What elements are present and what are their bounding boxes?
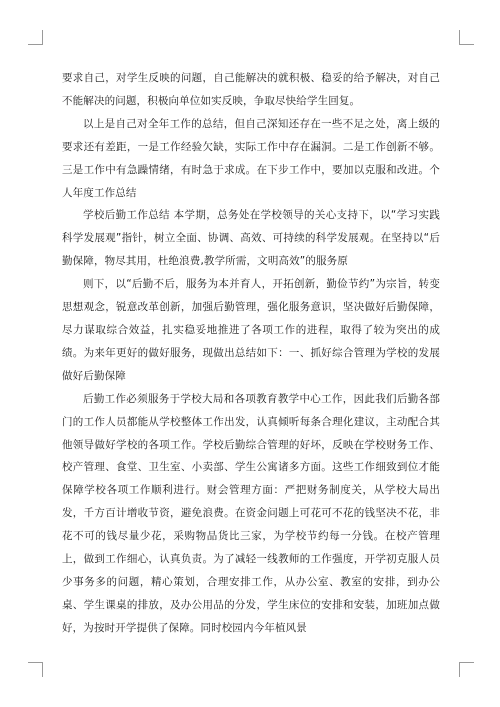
paragraph-5: 后勤工作必须服务于学校大局和各项教育教学中心工作，因此我们后勤各部门的工作人员都能从学校整体工作出发，认真倾听每条合理化建议，主动配合其他领导做好学校的各项工作。学校后勤综合管理的好坏，反映在学校财务工作、校产管理、食堂、卫生室、小卖部、学生公寓诸多方面。这些工作细致到位才能保障学校各项工作顺利进行。财会管理方面：严把财务制度关，从学校大局出发，千方百计增收节资，避免浪费。在资金问题上可花可不花的钱坚决不花，非花不可的钱尽量少花，采购物品货比三家，为学校节约每一分钱。在校产管理上，做到工作细心，认真负责。为了减轻一线教师的工作强度，开学初克服人员少事务多的问题，精心策划，合理安排工作，从办公室、教室的安排，到办公桌、学生课桌的排放，及办公用品的分发，学生床位的安排和安装，加班加点做好，为按时开学提供了保障。同时校园内今年植风景 xyxy=(62,392,440,634)
crop-mark-top-left xyxy=(28,30,43,45)
paragraph-1: 要求自己，对学生反映的问题，自己能解决的就积极、稳妥的给予解决，对自己不能解决的问题，积极向单位如实反映，争取尽快给学生回复。 xyxy=(62,72,440,107)
crop-mark-bottom-right xyxy=(459,662,474,677)
paragraph-4: 则下，以“后勤不后，服务为本并育人，开拓创新，勤俭节约”为宗旨，转变思想观念，锐意改革创新，加强后勤管理，强化服务意识，坚决做好后勤保障，尽力谋取综合效益，扎实稳妥地推进了各项工作的进程，取得了较为突出的成绩。为来年更好的做好服务，现做出总结如下：一、抓好综合管理为学校的发展做好后勤保障 xyxy=(62,278,440,382)
crop-mark-top-right xyxy=(459,30,474,45)
paragraph-3: 学校后勤工作总结 本学期，总务处在学校领导的关心支持下，以“学习实践科学发展观”指针，树立全面、协调、高效、可持续的科学发展观。在坚持以“后勤保障，物尽其用，杜绝浪费,教学所需，文明高效”的服务原 xyxy=(62,209,440,268)
crop-mark-bottom-left xyxy=(28,662,43,677)
paragraph-2: 以上是自己对全年工作的总结，但自己深知还存在一些不足之处，离上级的要求还有差距，一是工作经验欠缺，实际工作中存在漏洞。二是工作创新不够。三是工作中有急躁情绪，有时急于求成。在下步工作中，要加以克服和改进。个人年度工作总结 xyxy=(62,117,440,199)
document-body xyxy=(62,67,440,640)
